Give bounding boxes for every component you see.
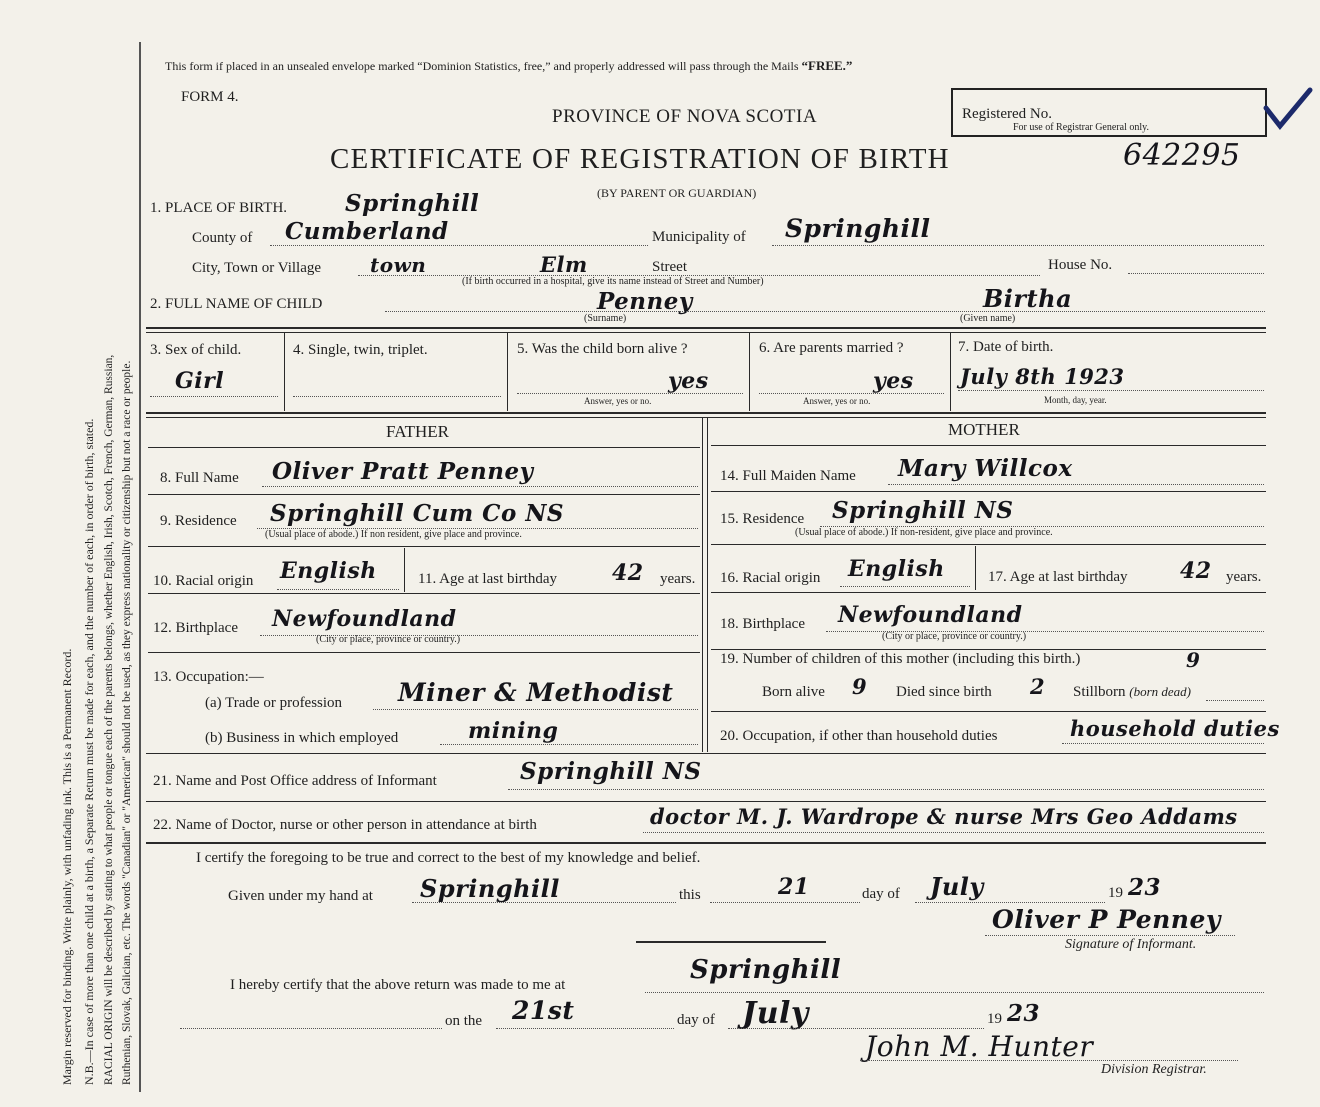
father-age-unit: years.: [660, 571, 696, 587]
stillborn-note: (born dead): [1129, 684, 1192, 699]
born-alive-count-value: 9: [852, 674, 868, 699]
given-place-line: [412, 902, 676, 903]
father-residence-label: 9. Residence: [160, 513, 237, 529]
mother-rule-2: [711, 544, 1266, 545]
this-label: this: [679, 887, 701, 903]
child-name-label: 2. FULL NAME OF CHILD: [150, 296, 323, 312]
mother-age-label: 17. Age at last birthday: [988, 569, 1128, 585]
parents-married-answer: yes: [873, 368, 914, 394]
registrar-signature-caption: Division Registrar.: [1101, 1062, 1207, 1077]
parents-married-label: 6. Are parents married ?: [759, 340, 904, 356]
registrar-year-value: 23: [1007, 1000, 1041, 1027]
registrar-on-the-label: on the: [445, 1013, 483, 1029]
father-business-line: [440, 744, 698, 745]
sex-label: 3. Sex of child.: [150, 342, 242, 358]
father-racial-label: 10. Racial origin: [153, 573, 254, 589]
rule-informant-top: [146, 753, 1266, 754]
mother-age-value: 42: [1180, 558, 1212, 584]
child-surname-value: Penney: [597, 288, 693, 315]
date-of-birth-note: Month, day, year.: [1044, 395, 1107, 405]
father-business-label: (b) Business in which employed: [205, 730, 399, 746]
sex-line: [150, 396, 278, 397]
registrar-signature: John M. Hunter: [865, 1030, 1094, 1063]
born-alive-question-label: 5. Was the child born alive ?: [517, 341, 688, 357]
margin-note-line-4: Ruthenian, Slovak, Galician, etc. The words "Canadian" or "American" should not be used, as they express nationality or citizenship but not a race or people.: [121, 360, 133, 1085]
mother-residence-label: 15. Residence: [720, 511, 805, 527]
municipality-value: Springhill: [785, 214, 931, 243]
registrar-day-value: 21st: [512, 996, 575, 1025]
street-label: Street: [652, 259, 687, 275]
registrar-place-value: Springhill: [690, 955, 842, 985]
father-name-label: 8. Full Name: [160, 470, 239, 486]
mother-racial-label: 16. Racial origin: [720, 570, 821, 586]
father-residence-value: Springhill Cum Co NS: [270, 500, 564, 527]
born-alive-answer: yes: [668, 368, 709, 394]
county-label: County of: [192, 230, 253, 246]
born-alive-count-label: Born alive: [762, 684, 825, 700]
house-number-line: [1128, 273, 1264, 274]
registered-box: [951, 88, 1267, 137]
mother-age-unit: years.: [1226, 569, 1262, 585]
registrar-statement: I hereby certify that the above return was made to me at: [230, 977, 566, 993]
mother-rule-3: [711, 592, 1266, 593]
plurality-line: [293, 396, 501, 397]
date-of-birth-label: 7. Date of birth.: [958, 339, 1054, 355]
registered-number: 642295: [1123, 138, 1241, 173]
mother-rule-4: [711, 649, 1266, 650]
parents-married-line: [759, 393, 944, 394]
father-trade-label: (a) Trade or profession: [205, 695, 343, 711]
certify-month-value: July: [930, 872, 984, 901]
certificate-title: CERTIFICATE OF REGISTRATION OF BIRTH: [330, 143, 950, 175]
certify-day-value: 21: [778, 874, 810, 900]
father-name-line: [262, 486, 698, 487]
born-alive-line: [517, 393, 743, 394]
father-trade-value: Miner & Methodist: [398, 678, 674, 707]
stillborn-text: Stillborn: [1073, 684, 1126, 700]
died-since-birth-label: Died since birth: [896, 684, 992, 700]
children-count-label: 19. Number of children of this mother (including this birth.): [720, 651, 1081, 667]
certify-statement: I certify the foregoing to be true and correct to the best of my knowledge and belief.: [196, 850, 701, 866]
died-since-birth-value: 2: [1030, 674, 1046, 699]
divider-6-7: [950, 333, 951, 411]
place-of-birth-label: 1. PLACE OF BIRTH.: [150, 200, 288, 216]
father-rule-3: [148, 593, 700, 594]
mother-occupation-label: 20. Occupation, if other than household duties: [720, 728, 998, 744]
father-name-value: Oliver Pratt Penney: [272, 458, 534, 485]
attendant-value: doctor M. J. Wardrope & nurse Mrs Geo Addams: [650, 804, 1238, 829]
father-occupation-label: 13. Occupation:—: [153, 669, 264, 685]
certify-month-line: [915, 902, 1105, 903]
form-number: FORM 4.: [181, 89, 239, 105]
mother-occupation-line: [1062, 743, 1264, 744]
children-count-value: 9: [1186, 648, 1201, 672]
father-trade-line: [373, 709, 698, 710]
father-age-label: 11. Age at last birthday: [418, 571, 557, 587]
registrar-year-prefix: 19: [987, 1011, 1002, 1027]
mother-racial-line: [840, 586, 970, 587]
informant-value: Springhill NS: [520, 758, 702, 785]
registrar-day-line: [496, 1028, 674, 1029]
check-mark-icon: [1262, 86, 1314, 132]
margin-note-line-2: N.B.—In case of more than one child at a birth, a Separate Return must be made for each, and the number of each, in order of birth, stated.: [82, 418, 96, 1085]
divider-5-6: [749, 333, 750, 411]
father-birthplace-note: (City or place, province or country.): [316, 634, 461, 645]
divider-4-5: [507, 333, 508, 411]
father-racial-divider: [404, 548, 405, 592]
father-heading-rule: [148, 447, 700, 448]
given-name-caption: (Given name): [960, 313, 1016, 324]
separator-rule: [636, 941, 826, 943]
registrar-prefix-line: [180, 1028, 442, 1029]
given-place-value: Springhill: [420, 874, 560, 903]
rule-row3-top-b: [146, 332, 1266, 333]
rule-certify-top: [146, 842, 1266, 844]
informant-signature-caption: Signature of Informant.: [1065, 937, 1197, 952]
rule-parents-top-b: [146, 417, 1266, 418]
father-age-value: 42: [612, 560, 644, 586]
informant-signature: Oliver P Penney: [992, 905, 1221, 934]
mother-birthplace-note: (City or place, province or country.): [882, 631, 1027, 642]
mother-racial-value: English: [848, 556, 945, 582]
mother-rule-5: [711, 711, 1266, 712]
municipality-label: Municipality of: [652, 229, 746, 245]
attendant-line: [643, 832, 1264, 833]
child-given-name-value: Birtha: [983, 284, 1073, 313]
county-value: Cumberland: [285, 218, 449, 245]
hospital-note: (If birth occurred in a hospital, give its name instead of Street and Number): [462, 276, 764, 287]
sex-value: Girl: [175, 368, 225, 394]
registrar-signature-line: [860, 1060, 1238, 1061]
certify-year-value: 23: [1128, 874, 1162, 901]
divider-3-4: [284, 333, 285, 411]
registrar-place-line: [645, 992, 1264, 993]
mother-name-value: Mary Willcox: [898, 455, 1073, 482]
rule-attendant-top: [146, 801, 1266, 802]
street-value: Elm: [540, 252, 588, 277]
registered-note: For use of Registrar General only.: [1013, 122, 1149, 133]
surname-caption: (Surname): [584, 313, 627, 324]
place-of-birth-value: Springhill: [345, 190, 480, 217]
mother-heading-rule: [711, 445, 1266, 446]
mother-name-line: [888, 484, 1264, 485]
mother-racial-divider: [975, 546, 976, 590]
registrar-month-line: [728, 1028, 984, 1029]
registrar-day-of-label: day of: [677, 1012, 715, 1028]
stillborn-line: [1206, 700, 1264, 701]
mother-residence-value: Springhill NS: [832, 497, 1014, 524]
rule-row3-top: [146, 327, 1266, 329]
father-rule-1: [148, 494, 700, 495]
parents-married-note: Answer, yes or no.: [803, 396, 871, 406]
informant-signature-line: [985, 935, 1235, 936]
mother-birthplace-label: 18. Birthplace: [720, 616, 805, 632]
certify-year-prefix: 19: [1108, 885, 1123, 901]
given-under-hand-label: Given under my hand at: [228, 888, 373, 904]
certify-day-of-label: day of: [862, 886, 900, 902]
father-birthplace-value: Newfoundland: [272, 606, 457, 632]
registered-label: Registered No.: [962, 106, 1052, 122]
father-residence-note: (Usual place of abode.) If non resident, give place and province.: [265, 529, 522, 540]
stillborn-label: [1073, 684, 1191, 701]
date-of-birth-line: [958, 390, 1264, 391]
registrar-month-value: July: [742, 996, 809, 1031]
house-number-label: House No.: [1048, 257, 1113, 273]
center-divider-a: [702, 418, 703, 752]
mother-birthplace-value: Newfoundland: [838, 602, 1023, 628]
father-racial-line: [277, 589, 399, 590]
mother-name-label: 14. Full Maiden Name: [720, 468, 856, 484]
mother-residence-note: (Usual place of abode.) If non-resident, give place and province.: [795, 527, 1053, 538]
certificate-subtitle: (BY PARENT OR GUARDIAN): [597, 186, 757, 200]
plurality-label: 4. Single, twin, triplet.: [293, 342, 428, 358]
margin-note-line-3: RACIAL ORIGIN will be described by stating to what people or tongue each of the parents belongs, whether English, Irish, Scotch, French, German, Russian,: [103, 354, 115, 1085]
born-alive-note: Answer, yes or no.: [584, 396, 652, 406]
province-heading: PROVINCE OF NOVA SCOTIA: [552, 106, 818, 127]
mother-heading: MOTHER: [948, 420, 1020, 439]
margin-note-line-1: Margin reserved for binding. Write plainly, with unfading ink. This is a Permanent Record.: [60, 648, 74, 1085]
mail-note: This form if placed in an unsealed envelope marked “Dominion Statistics, free,” and properly addressed will pass through the Mails “FREE.”: [165, 58, 853, 73]
child-name-line: [385, 311, 1265, 312]
attendant-label: 22. Name of Doctor, nurse or other person in attendance at birth: [153, 817, 537, 833]
informant-line: [508, 789, 1264, 790]
municipality-line: [772, 245, 1264, 246]
father-birthplace-label: 12. Birthplace: [153, 620, 238, 636]
father-racial-value: English: [280, 558, 377, 584]
rule-parents-top: [146, 412, 1266, 414]
father-heading: FATHER: [386, 422, 449, 441]
binding-margin-line: [139, 42, 141, 1092]
mother-rule-1: [711, 491, 1266, 492]
date-of-birth-value: July 8th 1923: [960, 364, 1125, 389]
informant-label: 21. Name and Post Office address of Informant: [153, 773, 437, 789]
center-divider-b: [707, 418, 708, 752]
county-line: [270, 245, 648, 246]
city-label: City, Town or Village: [192, 260, 322, 276]
city-value: town: [370, 253, 427, 277]
father-rule-4: [148, 652, 700, 653]
father-business-value: mining: [468, 718, 559, 744]
mother-occupation-value: household duties: [1070, 716, 1280, 741]
father-rule-2: [148, 546, 700, 547]
certify-day-line: [710, 902, 860, 903]
